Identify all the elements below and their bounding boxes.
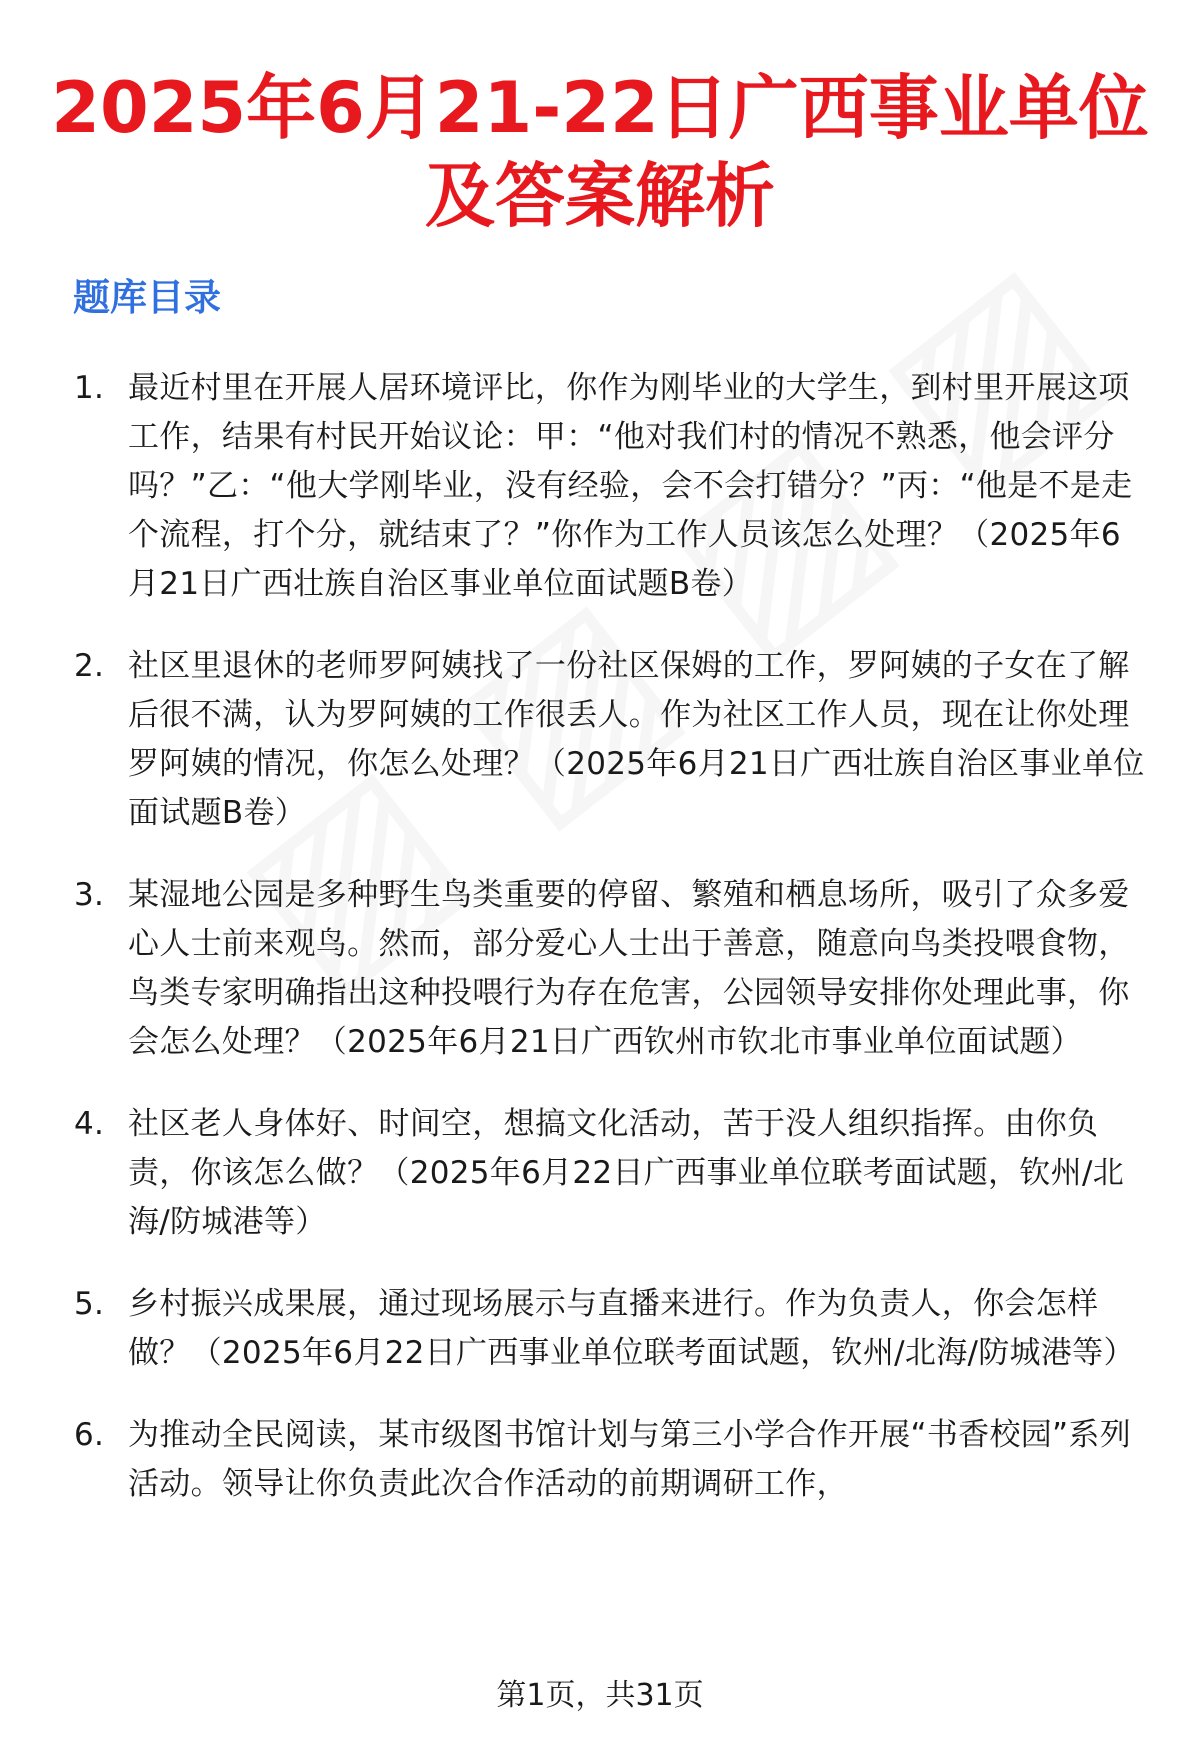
question-item	[60, 1411, 1150, 1509]
question-item	[60, 1100, 1150, 1247]
question-text: 最近村里在开展人居环境评比，你作为刚毕业的大学生，到村里开展这项工作，结果有村民开始议论：甲：“他对我们村的情况不熟悉，他会评分吗？”乙：“他大学刚毕业，没有经验，会不会打错分？”丙：“他是不是走个流程，打个分，就结束了？”你作为工作人员该怎么处理？（2025年6月21日广西壮族自治区事业单位面试题B卷）	[128, 370, 1133, 602]
page-title	[0, 64, 1200, 240]
page-number-footer: 第1页，共31页	[496, 1678, 704, 1713]
question-item	[60, 364, 1150, 609]
question-item	[60, 871, 1150, 1067]
question-number: 1.	[74, 370, 105, 406]
question-number: 3.	[74, 877, 105, 913]
page-title-line-1: 2025年6月21-22日广西事业单位	[51, 67, 1149, 149]
question-number: 5.	[74, 1286, 105, 1322]
question-text: 社区里退休的老师罗阿姨找了一份社区保姆的工作，罗阿姨的子女在了解后很不满，认为罗阿姨的工作很丢人。作为社区工作人员，现在让你处理罗阿姨的情况，你怎么处理？（2025年6月21日广西壮族自治区事业单位面试题B卷）	[128, 648, 1145, 831]
question-text: 乡村振兴成果展，通过现场展示与直播来进行。作为负责人，你会怎样做？（2025年6月22日广西事业单位联考面试题，钦州/北海/防城港等）	[128, 1286, 1135, 1371]
question-list	[60, 364, 1150, 1542]
section-heading: 题库目录	[73, 276, 221, 319]
question-text: 某湿地公园是多种野生鸟类重要的停留、繁殖和栖息场所，吸引了众多爱心人士前来观鸟。然而，部分爱心人士出于善意，随意向鸟类投喂食物，鸟类专家明确指出这种投喂行为存在危害，公园领导安排你处理此事，你会怎么处理？（2025年6月21日广西钦州市钦北市事业单位面试题）	[128, 877, 1130, 1060]
question-number: 2.	[74, 648, 105, 684]
question-item	[60, 1280, 1150, 1378]
question-text: 社区老人身体好、时间空，想搞文化活动，苦于没人组织指挥。由你负责，你该怎么做？（2025年6月22日广西事业单位联考面试题，钦州/北海/防城港等）	[128, 1106, 1125, 1240]
question-text: 为推动全民阅读，某市级图书馆计划与第三小学合作开展“书香校园”系列活动。领导让你负责此次合作活动的前期调研工作，	[128, 1417, 1132, 1502]
page-title-line-2: 及答案解析	[425, 155, 775, 237]
question-item	[60, 642, 1150, 838]
question-number: 4.	[74, 1106, 105, 1142]
question-number: 6.	[74, 1417, 105, 1453]
